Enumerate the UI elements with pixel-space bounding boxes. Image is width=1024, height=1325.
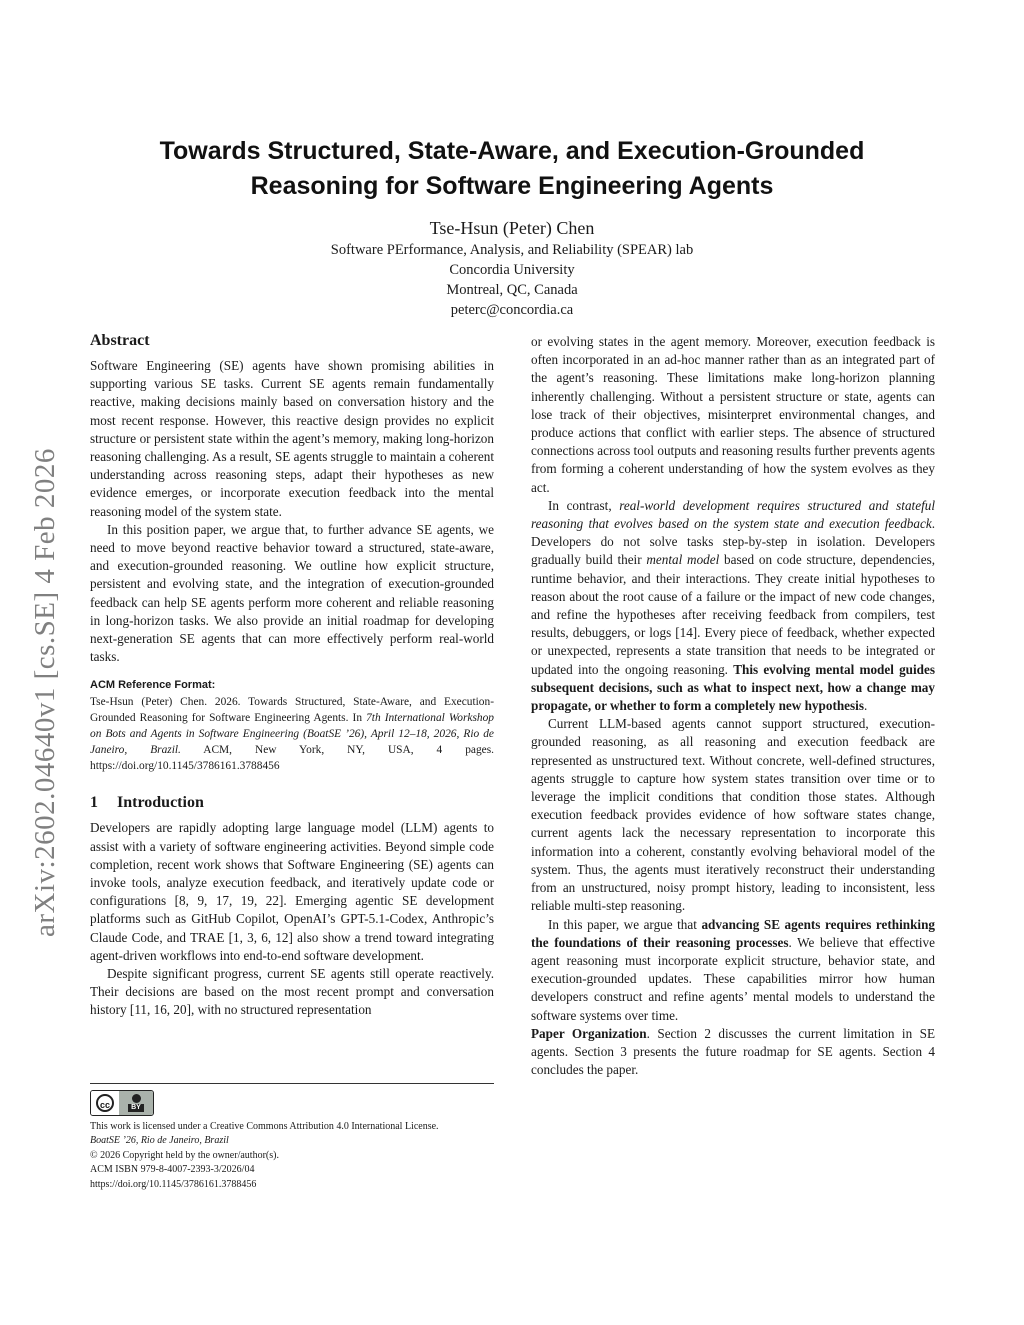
by-label: BY: [128, 1104, 144, 1112]
right-paragraph-2: [531, 497, 935, 715]
p4-bold-claim: advancing SE agents requires rethinking the foundations of their reasoning processes: [531, 916, 935, 950]
p2-end: .: [863, 698, 868, 714]
left-column: [90, 330, 494, 1020]
attribution-person-icon: [132, 1094, 141, 1103]
arxiv-identifier: arXiv:2602.04640v1 [cs.SE] 4 Feb 2026: [29, 448, 61, 937]
cc-icon: cc: [96, 1094, 114, 1112]
section-number: 1: [90, 794, 98, 812]
p4-body: . We believe that effective agent reasoning must incorporate explicit structure, behavior state, and execution-grounded updates. These capabilities mirror how human developers construct and refine agents’ mental models to understand the software systems over time.: [531, 934, 935, 1023]
acm-reference-text: [90, 694, 494, 774]
author-university: Concordia University: [449, 262, 575, 278]
p2-mental-model: mental model: [646, 552, 720, 568]
p2-mid: . Developers do not solve tasks step-by-step in isolation. Developers gradually build their: [531, 516, 935, 568]
right-paragraph-3: Current LLM-based agents cannot support structured, execution-grounded reasoning, as all reasoning and execution feedback are represented as unstructured text. Without concrete, well-defined structures, agents struggle to capture how system states transition over time or to leverage the implicit conditions that condition those states. Although execution feedback provides evidence of how software states change, current agents lack the necessary representation to incorporate this information into a coherent, constantly evolving behavioral model of the system. Thus, the agents must iteratively reconstruct their understanding from an unstructured, noisy prompt history, leading to inconsistent, less reliable multi-step reasoning.: [531, 716, 935, 914]
paper-organization-text: . Section 2 discusses the current limitation in SE agents. Section 3 presents the future roadmap for SE agents. Section 4 concludes the paper.: [531, 1025, 935, 1078]
acm-reference-venue: 7th International Workshop on Bots and Agents in Software Engineering (BoatSE ’26), April 12–18, 2026, Rio de Janeiro, Brazil.: [90, 712, 494, 757]
abstract-paragraph-1: Software Engineering (SE) agents have shown promising abilities in supporting various SE tasks. Current SE agents remain fundamentally reactive, making decisions mainly based on conversation history and the most recent response. However, this reactive design provides no explicit structure or persistent state within the agent’s memory, making long-horizon reasoning challenging. As a result, SE agents struggle to maintain a coherent understanding across reasoning steps, adapt their hypotheses as new evidence emerges, or incorporate execution feedback into the mental reasoning model of the system state.: [90, 358, 494, 519]
p2-emphasis: real-world development requires structured and stateful reasoning that evolves based on the system state and execution feedback: [531, 497, 935, 532]
acm-reference-part-a: Tse-Hsun (Peter) Chen. 2026. Towards Structured, State-Aware, and Execution-Grounded Reasoning for Software Engineering Agents. In: [90, 696, 494, 725]
title-line-2: Reasoning for Software Engineering Agents: [250, 172, 774, 200]
abstract-heading: Abstract: [90, 332, 150, 349]
author-email[interactable]: peterc@concordia.ca: [450, 302, 574, 318]
right-column: [531, 333, 935, 1079]
cc-by-license-badge[interactable]: [90, 1090, 154, 1116]
acm-reference-heading: ACM Reference Format:: [90, 679, 216, 692]
section-title: Introduction: [117, 794, 204, 812]
abstract-paragraph-2: In this position paper, we argue that, to further advance SE agents, we need to move beyond reactive behavior toward a structured, state-aware, and execution-grounded reasoning. We outline how explicit structure, persistent and evolving state, and the integration of execution-grounded feedback can help SE agents perform more coherent and reliable reasoning in long-horizon tasks. We also provide an initial roadmap for developing next-generation SE agents that can more effectively perform real-world tasks.: [90, 521, 494, 665]
isbn-text: ACM ISBN 979-8-4007-2393-3/2026/04: [90, 1164, 255, 1176]
footnote-venue: BoatSE ’26, Rio de Janeiro, Brazil: [90, 1135, 229, 1147]
acm-reference-part-b: ACM, New York, NY, USA, 4 pages. https://doi.org/10.1145/3786161.3788456: [90, 744, 494, 773]
doi-link[interactable]: https://doi.org/10.1145/3786161.3788456: [90, 1178, 257, 1190]
license-text: This work is licensed under a Creative Commons Attribution 4.0 International License.: [90, 1121, 439, 1132]
p2-bold-claim: This evolving mental model guides subsequent decisions, such as what to inspect next, how a change may propagate, or whether to form a completely new hypothesis: [531, 661, 936, 714]
right-paragraph-1: or evolving states in the agent memory. Moreover, execution feedback is often incorporated in an ad-hoc manner rather than as an integrated part of the agent’s reasoning. These limitations make long-horizon planning inherently challenging. Without a persistent structure or state, agents can lose track of their objectives, misinterpret environmental changes, and produce actions that conflict with earlier steps. The absence of structured connections across tool outputs and reasoning results further prevents agents from forming a coherent understanding of how the system evolves as they act.: [531, 334, 935, 495]
paper-title: [90, 134, 934, 204]
p2-lead: In contrast,: [548, 497, 620, 513]
title-line-1: Towards Structured, State-Aware, and Execution-Grounded: [159, 137, 865, 165]
license-footnote: [90, 1083, 494, 1192]
introduction-paragraph-2: Despite significant progress, current SE agents still operate reactively. Their decisions are based on the most recent prompt and conversation history [11, 16, 20], with no structured representation: [90, 966, 494, 1018]
paper-organization-paragraph: [531, 1025, 935, 1080]
p4-lead: In this paper, we argue that: [548, 916, 702, 932]
introduction-heading: [90, 792, 494, 814]
p2-body: based on code structure, dependencies, runtime behavior, and their interactions. They create initial hypotheses to reason about the root cause of a failure or the impact of new code changes, and refine the hypotheses after receiving feedback from compilers, test results, debuggers, or logs [14]. Every piece of feedback, whether expected or unexpected, represents a state transition that needs to be integrated or updated into the ongoing reasoning.: [531, 552, 935, 677]
author-block: [90, 216, 934, 320]
right-paragraph-4: [531, 916, 935, 1025]
author-lab: Software PErformance, Analysis, and Reliability (SPEAR) lab: [330, 242, 694, 258]
author-location: Montreal, QC, Canada: [446, 282, 578, 298]
introduction-paragraph-1: Developers are rapidly adopting large language model (LLM) agents to assist with a variety of software engineering activities. Beyond simple code completion, recent work shows that Software Engineering (SE) agents can invoke tools, analyze execution feedback, and iteratively update code or configurations [8, 9, 17, 19, 22]. Emerging agentic SE development platforms such as GitHub Copilot, OpenAI’s GPT-5.1-Codex, Anthropic’s Claude Code, and TRAE [1, 3, 6, 12] also show a trend toward integrating agent-driven workflows into end-to-end software development.: [90, 820, 494, 963]
copyright-text: © 2026 Copyright held by the owner/author(s).: [90, 1149, 279, 1161]
author-name: Tse-Hsun (Peter) Chen: [429, 218, 595, 238]
paper-organization-label: Paper Organization: [531, 1025, 647, 1041]
